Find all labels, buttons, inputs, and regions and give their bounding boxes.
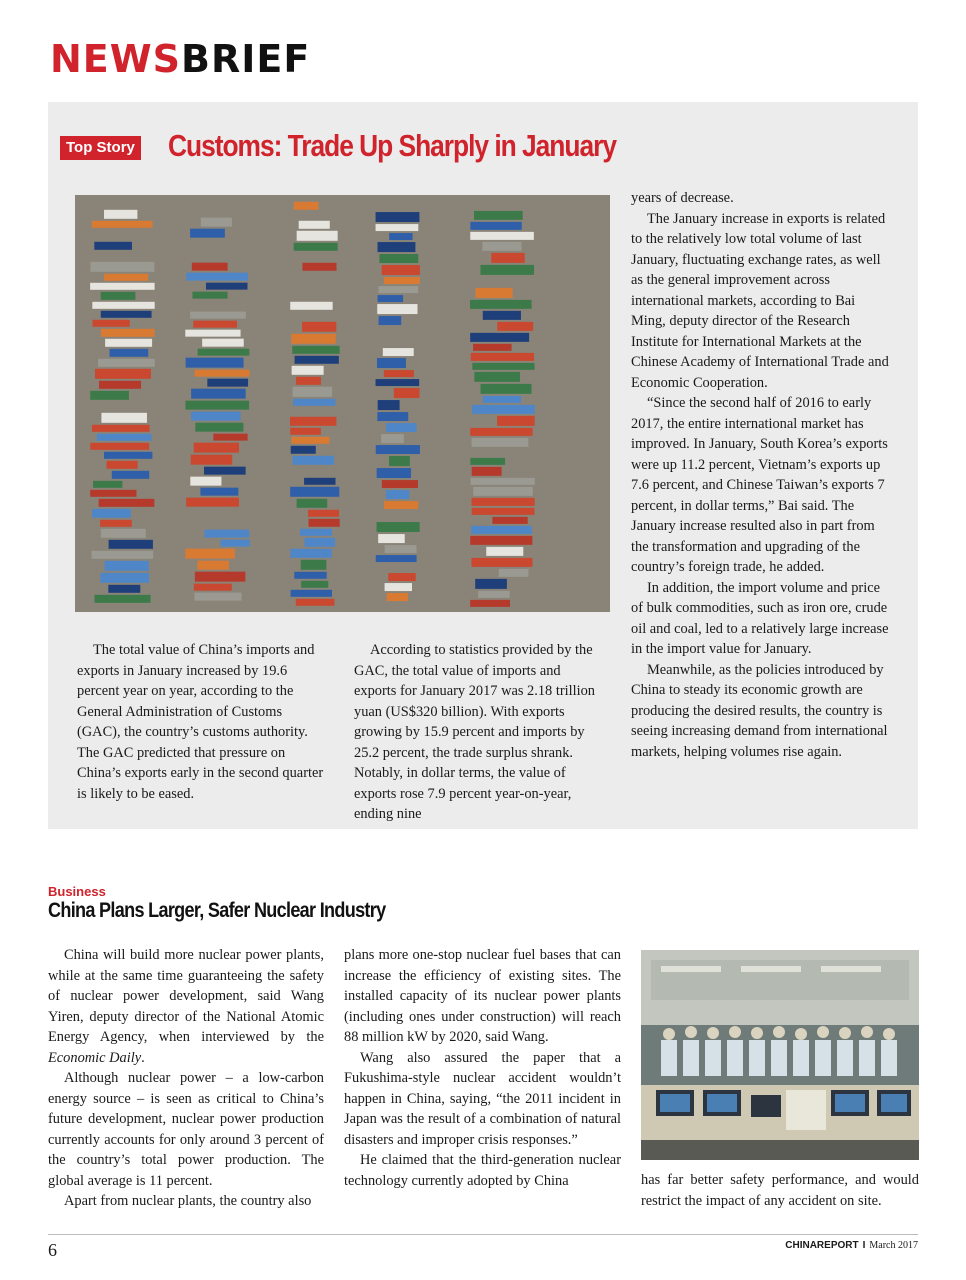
top-story-column-3: [631, 188, 893, 762]
footer-rule: [48, 1234, 918, 1235]
top-story-paragraph: The total value of China’s imports and exports in January increased by 19.6 percent year on year, according to the General Administration of Customs (GAC), the country’s customs authority. The GAC predicted that pressure on China’s exports early in the second quarter is likely to be eased.: [77, 642, 324, 802]
business-column-3: [641, 1170, 919, 1211]
top-story-column-2: [354, 640, 606, 825]
business-headline: China Plans Larger, Safer Nuclear Industry: [48, 899, 386, 922]
section-label: Business: [48, 884, 106, 899]
issue-date: March 2017: [869, 1240, 918, 1251]
top-story-paragraph: “Since the second half of 2016 to early 2017, the entire international market has improved. In January, South Korea’s exports were up 11.2 percent, Vietnam’s exports up 7.6 percent, and Chinese Taiwan’s exports 7 percent, in dollar terms,” Bai said. The January increase resulted also in part from the transformation and upgrading of the country’s foreign trade, he added.: [631, 395, 888, 575]
business-column-2: [344, 945, 621, 1191]
business-column-1: [48, 945, 324, 1212]
business-paragraph: [48, 945, 324, 1068]
top-story-badge: Top Story: [60, 136, 141, 160]
top-story-column-1: [77, 640, 329, 804]
nuclear-control-room-photo: [641, 950, 919, 1160]
publication-name: CHINAREPORT: [785, 1240, 859, 1251]
business-paragraph: has far better safety performance, and would restrict the impact of any accident on site.: [641, 1172, 919, 1209]
footer-info: [785, 1240, 918, 1251]
business-paragraph: plans more one-stop nuclear fuel bases that can increase the efficiency of existing sites. The installed capacity of its nuclear power plants (including ones under construction) will reach 88 million kW by 2020, said Wang.: [344, 947, 621, 1045]
top-story-paragraph: The January increase in exports is related to the relatively low total volume of last January, fluctuating exchange rates, as well as the general improvement across international markets, according to Bai Ming, deputy director of the Research Institute for International Markets at the Chinese Academy of International Trade and Economic Cooperation.: [631, 210, 889, 391]
footer-separator: I: [862, 1240, 866, 1251]
top-story-headline: Customs: Trade Up Sharply in January: [168, 128, 616, 163]
business-paragraph: Although nuclear power – a low-carbon energy source – is seen as critical to China’s future development, nuclear power production currently accounts for only around 3 percent of the country’s total power production. The global average is 11 percent.: [48, 1070, 324, 1189]
masthead: [50, 37, 311, 81]
business-paragraph: Wang also assured the paper that a Fukushima-style nuclear accident wouldn’t happen in China, saying, “the 2011 incident in Japan was the result of a combination of natural disasters and improper crisis responses.”: [344, 1049, 621, 1148]
masthead-news: NEWS: [50, 37, 182, 81]
masthead-brief: BRIEF: [181, 37, 311, 81]
paragraph-text: .: [141, 1049, 145, 1066]
top-story-paragraph: Meanwhile, as the policies introduced by China to steady its economic growth are producing the desired results, the country is seeing increasing demand from international markets, helping volumes rise again.: [631, 661, 888, 760]
newspaper-name: Economic Daily: [48, 1049, 142, 1066]
paragraph-text: China will build more nuclear power plants, while at the same time guaranteeing the safety of nuclear power development, said Wang Yiren, deputy director of the National Atomic Energy Agency, when interviewed by the: [48, 947, 324, 1045]
top-story-paragraph: years of decrease.: [631, 190, 734, 206]
business-paragraph: Apart from nuclear plants, the country also: [64, 1193, 312, 1209]
container-yard-photo: [75, 195, 610, 612]
top-story-paragraph: In addition, the import volume and price of bulk commodities, such as iron ore, crude oil and coal, led to a relatively large increase in the import value for January.: [631, 579, 889, 657]
page-number: 6: [48, 1240, 57, 1260]
business-paragraph: He claimed that the third-generation nuclear technology currently adopted by China: [344, 1152, 621, 1189]
top-story-paragraph: According to statistics provided by the GAC, the total value of imports and exports for January 2017 was 2.18 trillion yuan (US$320 billion). With exports growing by 15.9 percent and imports by 25.2 percent, the trade surplus shrank. Notably, in dollar terms, the value of exports rose 7.9 percent year-on-year, ending nine: [354, 642, 596, 822]
